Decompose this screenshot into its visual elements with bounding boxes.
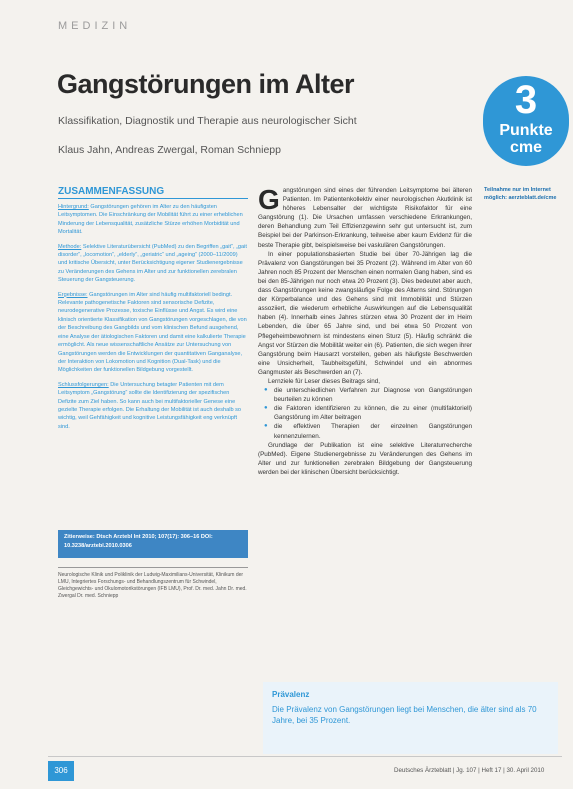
cme-points-number: 3 — [514, 78, 538, 122]
summary-text: Die Untersuchung betagter Patienten mit dem Leitsymptom „Gangstörung“ sollte die Identifizierung der spezifischen Defizite zum Ziel haben. So kann auch bei multifaktorieller Genese eine gezielte Therapie erfolgen. Die Erhaltung der Mobilität ist auch deshalb so wichtig, weil Gehfähigkeit und kognitive Leistungsfähigkeit eng verknüpft sind. — [58, 381, 242, 430]
summary-block — [58, 203, 248, 437]
list-item: ● die effektiven Therapien der einzelnen Gangstörungen kennenzulernen. — [274, 422, 472, 440]
body-paragraph: In einer populationsbasierten Studie bei über 70-Jährigen lag die Prävalenz von Gangstörungen bei 35 Prozent (2). Während im Alter von 60 Jahren noch 85 Prozent der Menschen einen normalen Gang haben, sind es bei den 85-Jährigen nur noch etwa 20 Prozent (3). Dies bedeutet aber auch, dass Gangstörungen keine zwangsläufige Folge des Alterns sind. Störungen der Körperbalance und des Gehens sind mit Immobilität und Stürzen assoziiert, die wiederum erhebliche Auswirkungen auf die Lebensqualität haben (4). Innerhalb eines Jahres stürzen etwa 30 Prozent der im Heim Lebenden, die über 65 Jahre sind, und bei etwa 50 Prozent von Pflegeheimbewohnern ist mindestens einen Sturz (5). Häufig schränkt die Angst vor Stürzen die Mobilität weiter ein (6). Patienten, die sich wegen ihrer Gangstörung beim Hausarzt vorstellen, geben als häufigste Beschwerden eine Unsicherheit, Taubheitsgefühl, Schwindel und ein abnormes Gangmuster als Beschwerden an (7). — [258, 250, 472, 376]
body-paragraph: Grundlage der Publikation ist eine selektive Literaturrecherche (PubMed). Eigene Studienergebnisse zu Veränderungen des Gehens im Alter und zur funktionellen zerebralen Bildgebung der Gangsteuerung werden bei der klinischen Übersicht berücksichtigt. — [258, 441, 472, 476]
summary-heading: ZUSAMMENFASSUNG — [58, 186, 165, 197]
section-label: MEDIZIN — [58, 20, 132, 32]
summary-paragraph — [58, 291, 248, 375]
affiliation-note: Neurologische Klinik und Poliklinik der Ludwig-Maximilians-Universität, Klinikum der LMU, Integriertes Forschungs- und Behandlungszentrum für Schwindel, Gleichgewichts- und Okulomotorikstörungen (IFB LMU), Prof. Dr. med. Jahn Dr. med. Zwergal Dr. med. Schniepp — [58, 567, 248, 600]
article-title: Gangstörungen im Alter — [57, 69, 355, 99]
prevalence-box — [263, 682, 558, 754]
summary-text: Selektive Literaturübersicht (PubMed) zu den Begriffen „gait“, „gait disorder“, „locomotion“, „elderly“, „geriatric“ und „ageing“ (2000–11/2009) und kritische Übersicht, unter Berücksichtigung eigener Studienergebnisse zu Veränderungen des Gehens im Alter und zur funktionellen zerebralen Steuerung der Gangsteuerung. — [58, 243, 247, 284]
prevalence-heading: Prävalenz — [272, 690, 310, 699]
cme-points-label: Punkte — [499, 122, 553, 139]
cme-badge — [483, 76, 569, 166]
summary-paragraph — [58, 381, 248, 431]
summary-text: Gangstörungen gehören im Alter zu den häufigsten Leitsymptomen. Die Einschränkung der Mobilität führt zu einer erheblichen Minderung der Lebensqualität, zusätzliche Stürze erhöhen Morbidität und Mortalität. — [58, 204, 243, 236]
intro-paragraph — [258, 186, 472, 250]
body-paragraph: Lernziele für Leser dieses Beitrags sind, — [268, 377, 381, 385]
summary-lead: Methode: — [58, 243, 82, 250]
list-item: ● die Faktoren identifizieren zu können, die zu einer (multifaktoriell) Gangstörung im Alter beitragen — [274, 404, 472, 422]
summary-divider — [58, 198, 248, 199]
citation-box: Zitierweise: Dtsch Arztebl Int 2010; 107(17): 306–16 DOI: 10.3238/arztebl.2010.0306 — [58, 530, 248, 558]
summary-lead: Schlussfolgerungen: — [58, 381, 109, 388]
page-number: 306 — [48, 761, 74, 781]
summary-text: Gangstörungen im Alter sind häufig multifaktoriell bedingt. Relevante pathogenetische Faktoren sind sensorische Defizite, neurodegenerative Prozesse, toxische Einflüsse und Angst. Es wird eine klinisch orientierte Klassifikation von Gangstörungen vorgeschlagen, die von der Beschreibung des Gangbilds und vom klinischen Befund ausgehend, eine Analyse der ätiologischen Faktoren und damit eine kalkulierte Therapie ermöglicht. Als neue wissenschaftliche Ansätze zur Untersuchung von Gangstörungen werden die Entwicklungen der quantitativen Ganganalyse, der Interaktion von Lokomotion und Kognition (Dual-Task) und die Möglichkeiten der funktionellen Bildgebung vorgestellt. — [58, 291, 247, 374]
learning-goals-list — [258, 386, 472, 441]
journal-reference: Deutsches Ärzteblatt | Jg. 107 | Heft 17 | 30. April 2010 — [394, 767, 545, 774]
cme-label: cme — [509, 139, 543, 156]
article-authors: Klaus Jahn, Andreas Zwergal, Roman Schniepp — [58, 144, 281, 156]
intro-text: angstörungen sind eines der führenden Leitsymptome bei älteren Patienten. Im Patientenkollektiv einer neurologischen Akutklinik ist höheres Lebensalter der wichtigste Risikofaktor für eine Gangstörung (1). Die Ursachen umfassen verschiedene Erkrankungen, deren Behandlung zum Teil Effizienzgewinn sehr gut untersucht ist, zum Beispiel bei der Parkinson-Erkrankung, teilweise aber kaum Evidenz für die beste Therapie gibt, beispielsweise bei vaskulären Gangstörungen. — [258, 187, 472, 249]
summary-paragraph — [58, 243, 248, 285]
summary-lead: Hintergrund: — [58, 204, 89, 210]
summary-paragraph — [58, 203, 248, 237]
footer-divider — [48, 756, 562, 757]
body-column — [258, 186, 472, 477]
article-subtitle: Klassifikation, Diagnostik und Therapie aus neurologischer Sicht — [58, 115, 357, 127]
drop-cap: G — [258, 184, 280, 215]
cme-note: Teilnahme nur im Internet möglich: aerzteblatt.de/cme — [484, 187, 557, 201]
summary-lead: Ergebnisse: — [58, 291, 88, 298]
list-item: ● die unterschiedlichen Verfahren zur Diagnose von Gangstörungen beurteilen zu können — [274, 386, 472, 404]
prevalence-text: Die Prävalenz von Gangstörungen liegt bei Menschen, die älter sind als 70 Jahre, bei 35 Prozent. — [272, 705, 537, 725]
